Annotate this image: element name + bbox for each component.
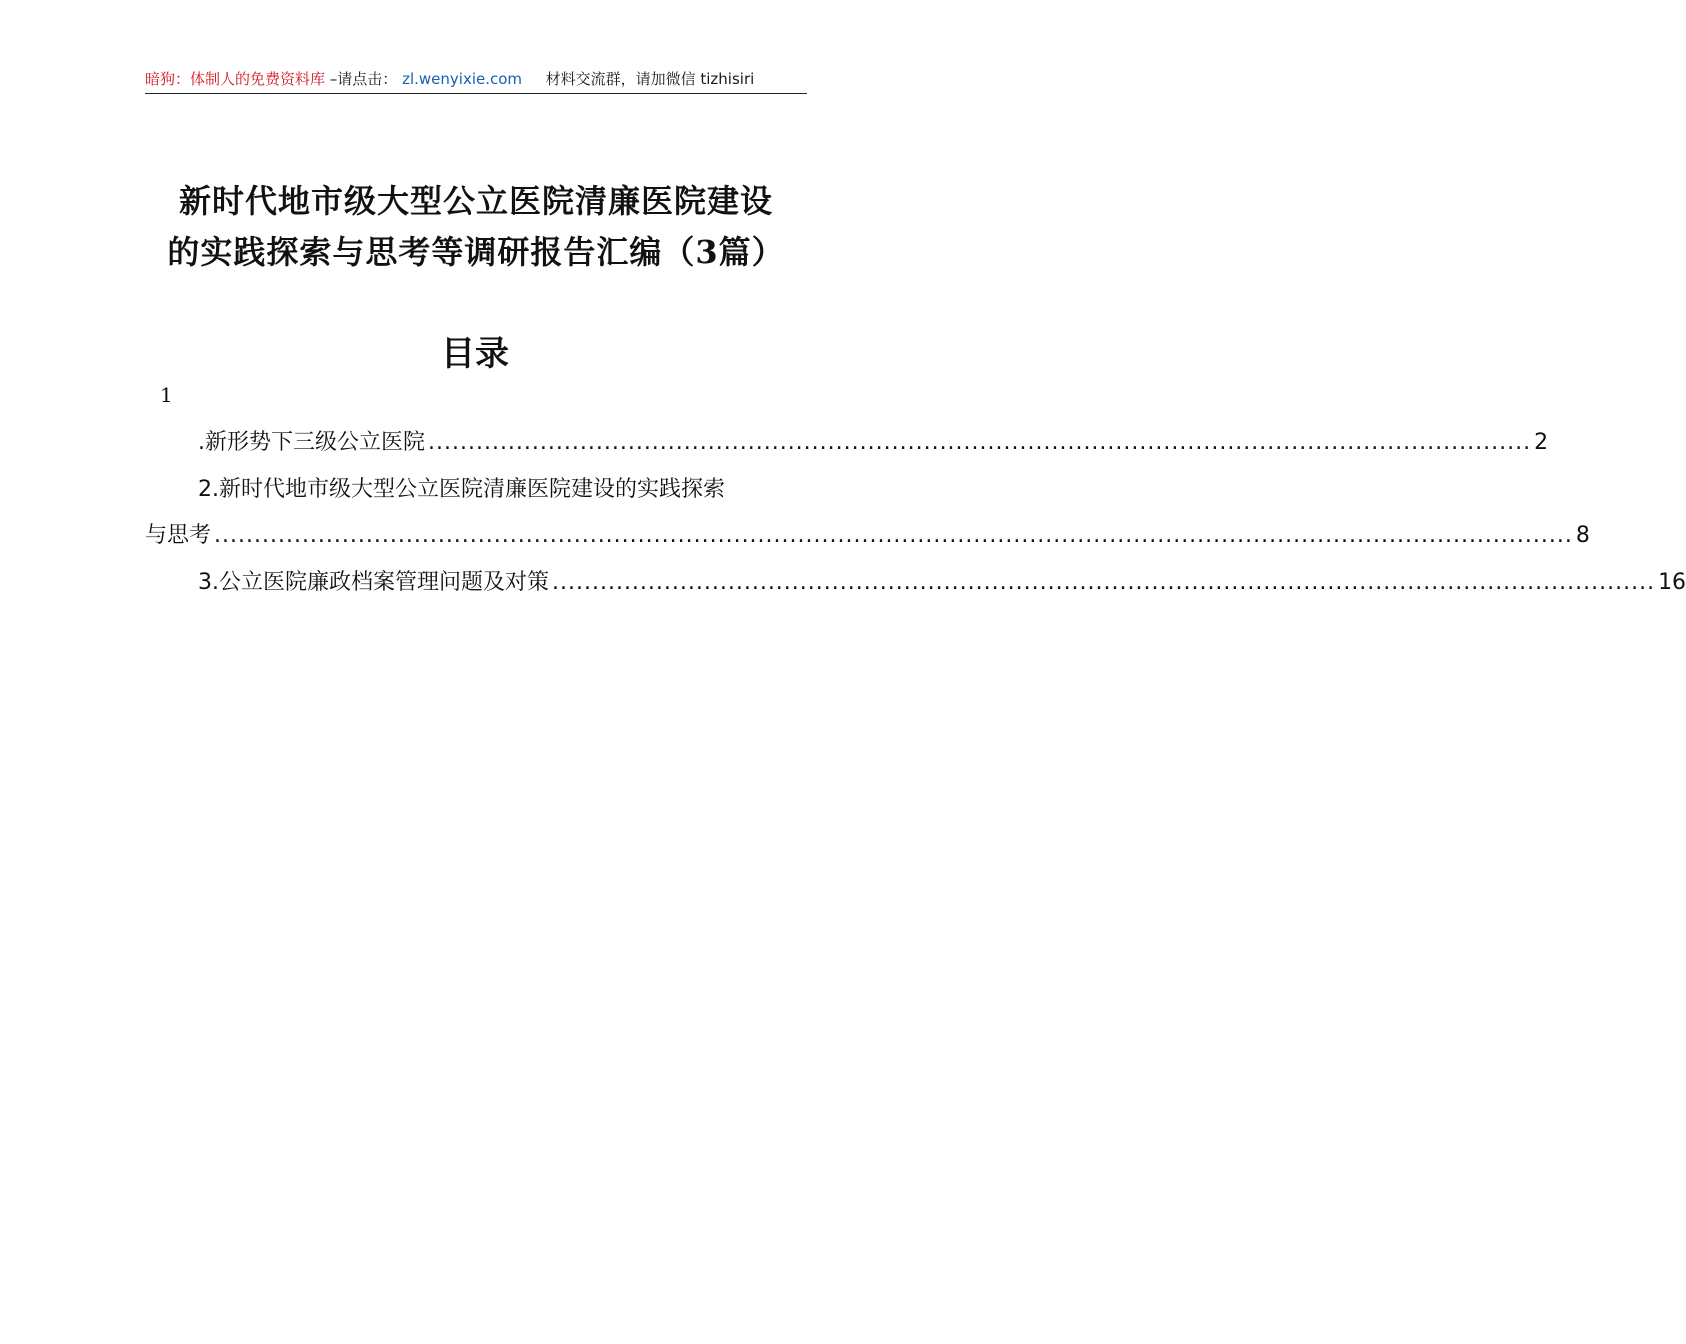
toc-stray-number: 1 xyxy=(160,383,173,407)
toc-entry-text: 2.新时代地市级大型公立医院清廉医院建设的实践探索 xyxy=(198,477,725,502)
toc-entry-page: 16 xyxy=(1658,570,1686,595)
header-site-name: 暗狗：体制人的免费资料库 xyxy=(145,70,326,88)
toc-leader-dots: .......................................................................................................................................................................... xyxy=(214,523,1573,548)
header-divider xyxy=(145,93,807,94)
toc-entry-text: .新形势下三级公立医院 xyxy=(198,430,425,455)
toc-leader-dots: .......................................................................................................................................... xyxy=(552,570,1656,595)
toc-entry-2-continued[interactable] xyxy=(145,518,1590,549)
toc-entry-1[interactable] xyxy=(198,425,1549,456)
toc-entry-text: 与思考 xyxy=(145,523,212,548)
header-prompt: –请点击： xyxy=(329,70,398,88)
toc-entry-page: 2 xyxy=(1534,430,1549,455)
document-title-line1: 新时代地市级大型公立医院清廉医院建设 xyxy=(178,182,773,220)
document-title-line2: 的实践探索与思考等调研报告汇编（3篇） xyxy=(167,233,785,271)
toc-entry-2[interactable] xyxy=(198,472,806,503)
header-contact: 材料交流群，请加微信 tizhisiri xyxy=(545,70,755,88)
toc-leader-dots: .......................................................................................................................................... xyxy=(428,430,1532,455)
toc-heading: 目录 xyxy=(441,334,509,374)
toc-entry-text: 3.公立医院廉政档案管理问题及对策 xyxy=(198,570,549,595)
header-link[interactable]: zl.wenyixie.com xyxy=(402,70,523,88)
page-header xyxy=(145,68,807,92)
toc-entry-3[interactable] xyxy=(198,565,1686,596)
toc-entry-page: 8 xyxy=(1575,523,1590,548)
